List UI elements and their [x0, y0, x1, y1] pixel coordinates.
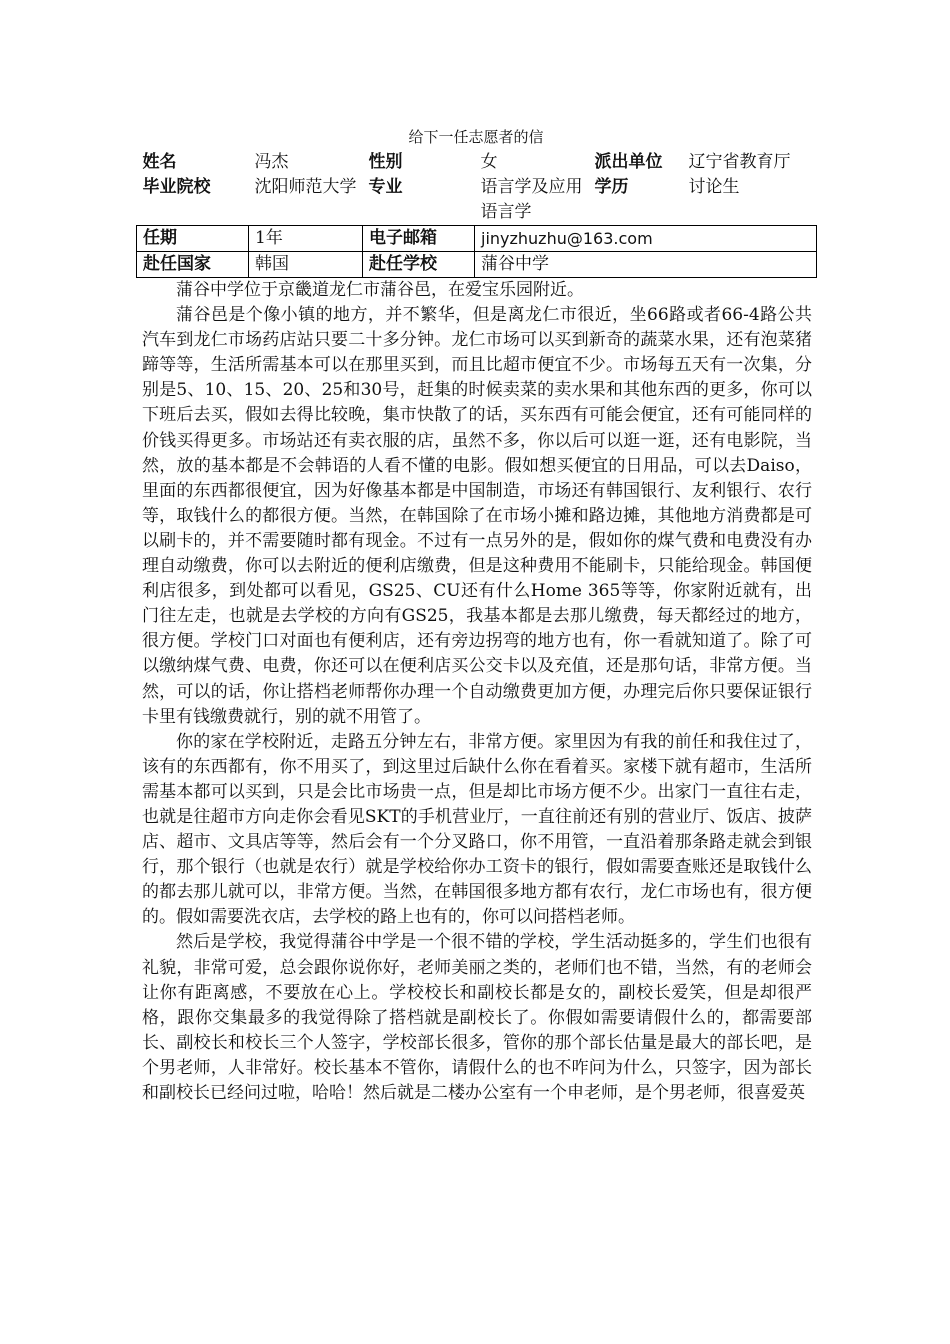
gender-label: 性别 — [368, 152, 403, 172]
info-row — [137, 226, 817, 252]
gender-value: 女 — [480, 152, 498, 172]
term-value: 1年 — [249, 226, 363, 252]
email-label: 电子邮箱 — [363, 226, 475, 252]
major-value: 语言学及应用语言学 — [480, 177, 583, 222]
unit-value: 辽宁省教育厅 — [688, 152, 791, 172]
info-row — [137, 175, 817, 226]
term-label: 任期 — [137, 226, 249, 252]
school-value: 沈阳师范大学 — [254, 177, 357, 197]
letter-body — [142, 278, 812, 1106]
name-label: 姓名 — [142, 152, 177, 172]
major-label: 专业 — [368, 177, 403, 197]
paragraph: 蒲谷邑是个像小镇的地方，并不繁华，但是离龙仁市很近，坐66路或者66-4路公共汽车到龙仁市场药店站只要二十多分钟。龙仁市场可以买到新奇的蔬菜水果，还有泡菜猪蹄等等，生活所需基本可以在那里买到，而且比超市便宜不少。市场每五天有一次集，分别是5、10、15、20、25和30号，赶集的时候卖菜的卖水果和其他东西的更多，你可以下班后去买，假如去得比较晚，集市快散了的话，买东西有可能会便宜，还有可能同样的价钱买得更多。市场站还有卖衣服的店，虽然不多，你以后可以逛一逛，还有电影院，当然，放的基本都是不会韩语的人看不懂的电影。假如想买便宜的日用品，可以去Daiso，里面的东西都很便宜，因为好像基本都是中国制造，市场还有韩国银行、友利银行、农行等，取钱什么的都很方便。当然，在韩国除了在市场小摊和路边摊，其他地方消费都是可以刷卡的，并不需要随时都有现金。不过有一点另外的是，假如你的煤气费和电费没有办理自动缴费，你可以去附近的便利店缴费，但是这种费用不能刷卡，只能给现金。韩国便利店很多，到处都可以看见，GS25、CU还有什么Home 365等等，你家附近就有，出门往左走，也就是去学校的方向有GS25，我基本都是去那儿缴费，每天都经过的地方，很方便。学校门口对面也有便利店，还有旁边拐弯的地方也有，你一看就知道了。除了可以缴纳煤气费、电费，你还可以在便利店买公交卡以及充值，还是那句话，非常方便。当然，可以的话，你让搭档老师帮你办理一个自动缴费更加方便，办理完后你只要保证银行卡里有钱缴费就行，别的就不用管了。 — [142, 305, 812, 727]
info-row — [137, 150, 817, 175]
email-value: jinyzhuzhu@163.com — [475, 226, 817, 252]
paragraph: 然后是学校，我觉得蒲谷中学是一个很不错的学校，学生活动挺多的，学生们也很有礼貌，非常可爱，总会跟你说你好，老师美丽之类的，老师们也不错，当然，有的老师会让你有距离感，不要放在心上。学校校长和副校长都是女的，副校长爱笑，但是却很严格，跟你交集最多的我觉得除了搭档就是副校长了。你假如需要请假什么的，都需要部长、副校长和校长三个人签字，学校部长很多，管你的那个部长估量是最大的部长吧，是个男老师，人非常好。校长基本不管你，请假什么的也不咋问为什么，只签字，因为部长和副校长已经问过啦，哈哈！然后就是二楼办公室有一个申老师，是个男老师，很喜爱英 — [142, 932, 812, 1103]
post-school-value: 蒲谷中学 — [475, 252, 817, 278]
country-label: 赴任国家 — [137, 252, 249, 278]
name-value: 冯杰 — [254, 152, 289, 172]
unit-label: 派出单位 — [594, 152, 663, 172]
degree-value: 讨论生 — [688, 177, 740, 197]
paragraph: 你的家在学校附近，走路五分钟左右，非常方便。家里因为有我的前任和我住过了，该有的东西都有，你不用买了，到这里过后缺什么你在看着买。家楼下就有超市，生活所需基本都可以买到，只是会比市场贵一点，但是却比市场方便不少。出家门一直往右走，也就是往超市方向走你会看见SKT的手机营业厅，一直往前还有别的营业厅、饭店、披萨店、超市、文具店等等，然后会有一个分叉路口，你不用管，一直沿着那条路走就会到银行，那个银行（也就是农行）就是学校给你办工资卡的银行，假如需要查账还是取钱什么的都去那儿就可以，非常方便。当然，在韩国很多地方都有农行，龙仁市场也有，很方便的。假如需要洗衣店，去学校的路上也有的，你可以问搭档老师。 — [142, 731, 812, 928]
info-row — [137, 252, 817, 278]
school-label: 毕业院校 — [142, 177, 211, 197]
country-value: 韩国 — [249, 252, 363, 278]
volunteer-info-table — [136, 150, 817, 278]
degree-label: 学历 — [594, 177, 629, 197]
post-school-label: 赴任学校 — [363, 252, 475, 278]
document-title: 给下一任志愿者的信 — [408, 128, 544, 146]
paragraph: 蒲谷中学位于京畿道龙仁市蒲谷邑，在爱宝乐园附近。 — [176, 280, 584, 300]
